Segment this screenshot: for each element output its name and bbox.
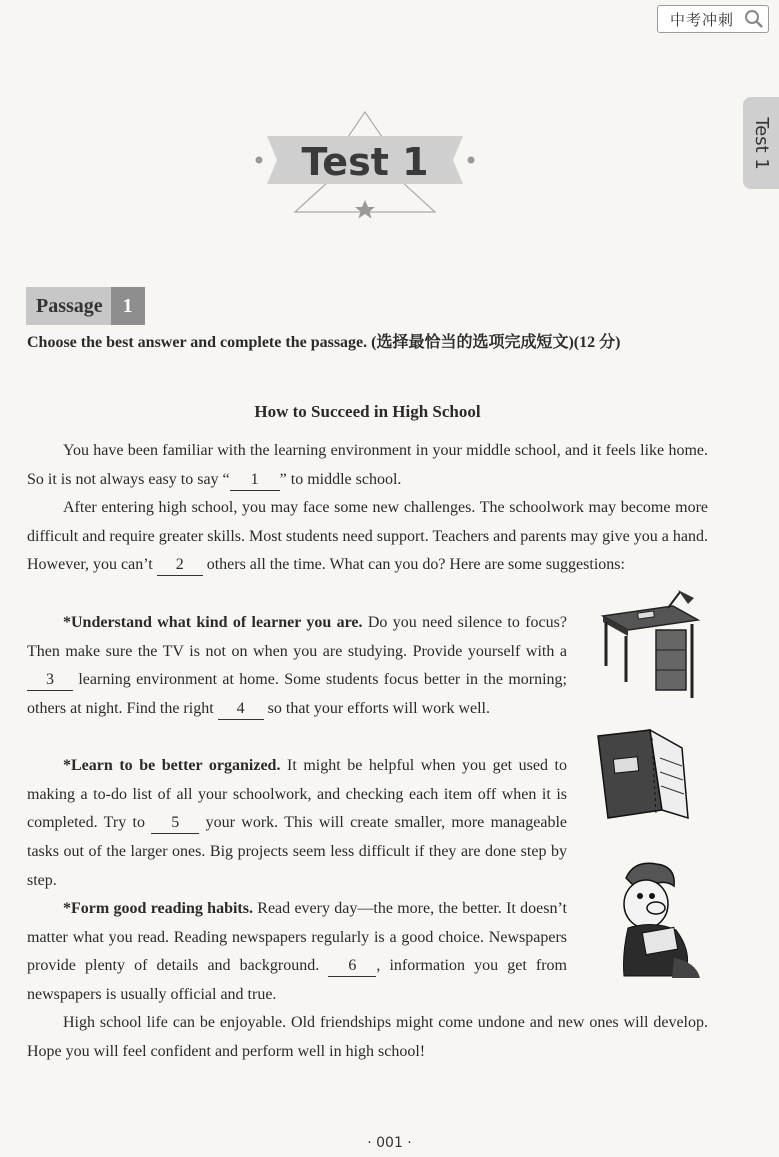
paragraph-1 — [27, 437, 708, 494]
paragraph-1-text-b: ” to middle school. — [279, 470, 402, 488]
paragraph-4-text-a: It might be helpful when you get used to making a to-do list of all your schoolwork, and checking each item off when it is completed. Try to — [27, 757, 568, 832]
passage-heading: How to Succeed in High School — [254, 402, 481, 421]
passage-number: 1 — [111, 287, 145, 325]
paragraph-3-text-a: Do you need silence to focus? Then make sure the TV is not on when you are studying. Provide yourself with a — [27, 614, 567, 660]
paragraph-5-text-b: , information you get from newspapers is usually official and true. — [27, 957, 568, 1004]
paragraph-5 — [27, 895, 567, 1010]
paragraph-3-lead: *Understand what kind of learner you are. — [63, 614, 363, 631]
paragraph-4-lead: *Learn to be better organized. — [63, 757, 281, 774]
page-title: Test 1 — [301, 140, 429, 184]
side-tab — [743, 97, 779, 189]
blank-2: 2 — [157, 555, 203, 576]
page-number: · 001 · — [367, 1135, 412, 1151]
magnifier-icon — [744, 9, 764, 29]
paragraph-3 — [27, 609, 567, 724]
paragraph-1-text-a: You have been familiar with the learning environment in your middle school, and it feels like home. So it is not always easy to say “ — [27, 442, 708, 488]
blank-6: 6 — [328, 956, 376, 977]
passage-label — [26, 287, 157, 325]
paragraph-5-text-a: Read every day—the more, the better. It doesn’t matter what you read. Reading newspapers regularly is a good choice. Newspapers provide plenty of details and background. — [27, 900, 567, 975]
paragraph-6 — [27, 1009, 708, 1066]
header-tag-label: 中考冲刺 — [669, 10, 734, 29]
header-section-tag — [657, 5, 769, 33]
star-icon — [355, 200, 375, 219]
paragraph-3-text-c: so that your efforts will work well. — [263, 700, 490, 718]
instruction: Choose the best answer and complete the passage. (选择最恰当的选项完成短文)(12 分) — [27, 334, 621, 351]
passage-word: Passage — [26, 287, 111, 325]
paragraph-2 — [27, 494, 708, 580]
paragraph-2-text-b: others all the time. What can you do? Here are some suggestions: — [202, 556, 625, 574]
side-tab-label: Test 1 — [750, 116, 772, 170]
planner-illustration — [590, 728, 690, 826]
desk-illustration — [598, 586, 703, 704]
paragraph-4 — [27, 752, 567, 896]
paragraph-6-text: High school life can be enjoyable. Old friendships might come undone and new ones will develop. Hope you will feel confident and perform well in high school! — [27, 1014, 708, 1060]
paragraph-3-text-b: learning environment at home. Some students focus better in the morning; others at night. Find the right — [27, 671, 567, 718]
paragraph-4-text-b: your work. This will create smaller, more manageable tasks out of the larger ones. Big projects seem less difficult if they are done step by step. — [27, 814, 567, 889]
reader-illustration — [604, 858, 704, 982]
blank-5: 5 — [151, 813, 199, 834]
blank-1: 1 — [230, 470, 280, 491]
blank-4: 4 — [218, 699, 264, 720]
title-banner — [245, 108, 485, 228]
paragraph-2-text-a: After entering high school, you may face some new challenges. The schoolwork may become more difficult and require greater skills. Most students need support. Teachers and parents may give you a hand. However, you can’t — [27, 499, 708, 574]
blank-3: 3 — [27, 670, 73, 691]
paragraph-5-lead: *Form good reading habits. — [63, 900, 253, 917]
